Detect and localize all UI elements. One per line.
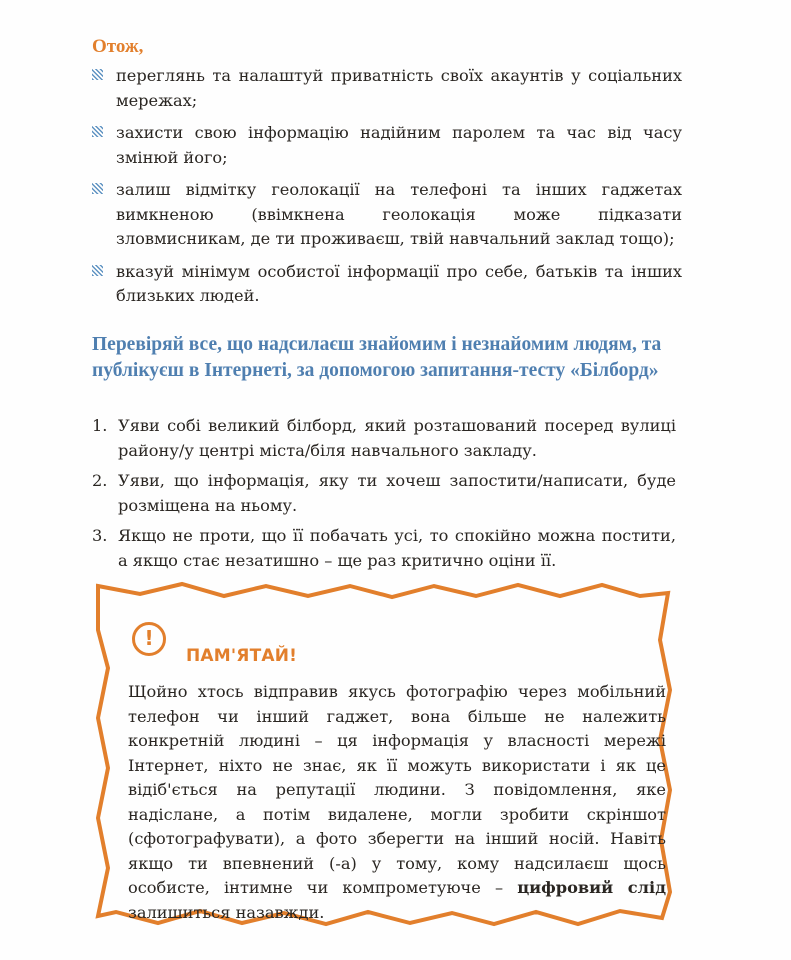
- tip-text: залиш відмітку геолокації на телефоні та інших гаджетах вимкненою (ввімкнена геолокація може підказати зловмисникам, де ти проживаєш, твій навчальний заклад тощо);: [116, 180, 682, 248]
- tip-text: вказуй мінімум особистої інформації про себе, батьків та інших близьких людей.: [116, 261, 682, 305]
- step-text: Якщо не проти, що її побачать усі, то спокійно можна постити, а якщо стає незатишно – ще раз критично оціни її.: [118, 526, 676, 570]
- tip-text: переглянь та налаштуй приватність своїх акаунтів у соціальних мережах;: [116, 66, 682, 110]
- remember-title: ПАМ'ЯТАЙ!: [186, 646, 298, 666]
- step-text: Уяви собі великий білборд, який розташований посеред вулиці району/у центрі міста/біля навчального закладу.: [118, 416, 676, 460]
- exclamation-icon: !: [132, 622, 166, 656]
- remember-text: [128, 680, 666, 925]
- step-number: 1.: [92, 416, 108, 435]
- remember-text-main: Щойно хтось відправив якусь фотографію через мобільний телефон чи інший гаджет, вона більше не належить конкретній людині – ця інформація у власності мережі Інтернет, ніхто не знає, як її можуть використати і як це відіб'ється на репутації людини. З повідомлення, яке надіслане, а потім видалене, могли зробити скріншот (сфотографувати), а фото зберегти на інший носій. Навіть якщо ти впевнений (-а) у тому, кому надсилаєш щось особисте, інтимне чи компрометуюче –: [128, 682, 666, 897]
- digital-footprint-phrase: цифровий слід: [517, 878, 666, 897]
- step-text: Уяви, що інформація, яку ти хочеш запостити/написати, буде розміщена на ньому.: [118, 471, 676, 515]
- step-number: 3.: [92, 526, 108, 545]
- step-number: 2.: [92, 471, 108, 490]
- tip-text: захисти свою інформацію надійним паролем та час від часу змінюй його;: [116, 123, 682, 167]
- intro-label: Отож,: [92, 36, 144, 57]
- billboard-heading: Перевіряй все, що надсилаєш знайомим і незнайомим людям, та публікуєш в Інтернеті, за допомогою запитання-тесту «Білборд»: [92, 334, 662, 381]
- remember-text-end: залишиться назавжди.: [128, 902, 325, 922]
